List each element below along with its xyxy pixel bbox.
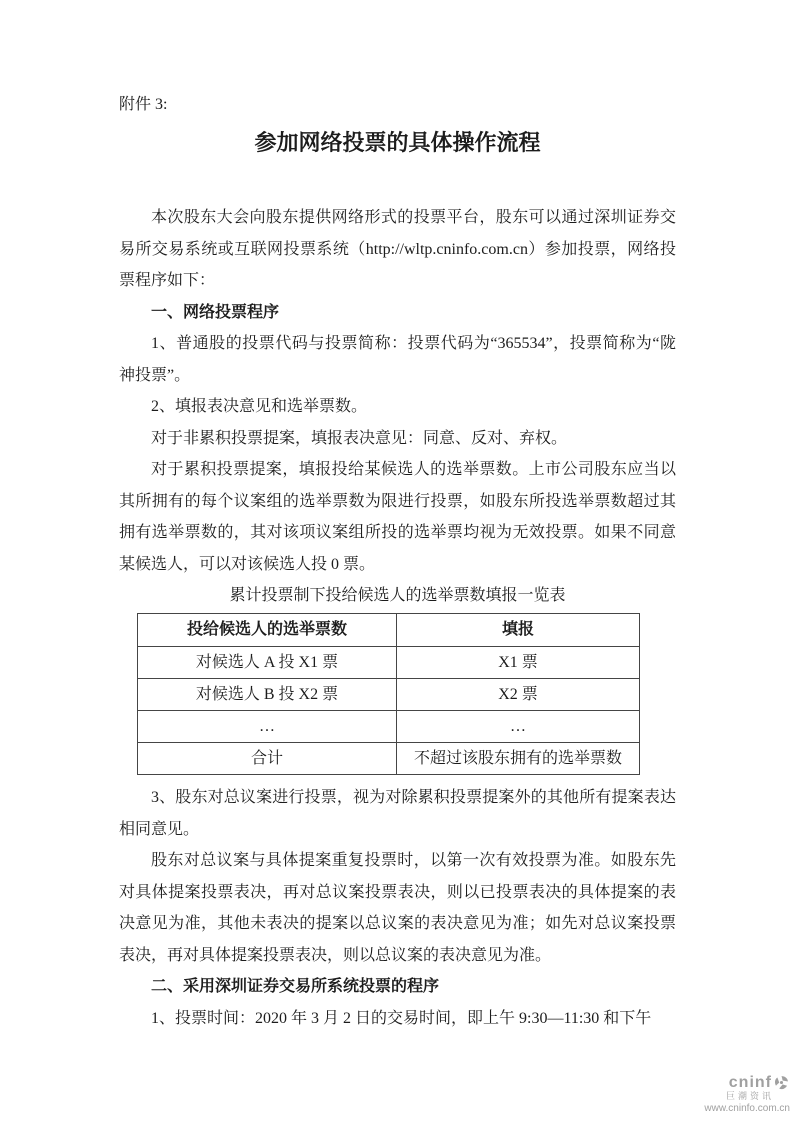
- cninfo-pinwheel-icon: [773, 1074, 790, 1091]
- table-cell: …: [138, 711, 397, 743]
- table-caption: 累计投票制下投给候选人的选举票数填报一览表: [229, 587, 566, 604]
- paragraph-vote-code: 1、普通股的投票代码与投票简称：投票代码为“365534”，投票简称为“陇神投票”。: [119, 335, 676, 384]
- cninfo-logo: [670, 1074, 790, 1114]
- section2-heading: 二、采用深圳证券交易所系统投票的程序: [151, 978, 440, 995]
- paragraph-general-proposal: 3、股东对总议案进行投票，视为对除累积投票提案外的其他所有提案表达相同意见。: [119, 789, 676, 838]
- table-cell: X2 票: [397, 679, 640, 711]
- table-header-row: [138, 614, 640, 647]
- table-cell: X1 票: [397, 647, 640, 679]
- table-cell: 对候选人 A 投 X1 票: [138, 647, 397, 679]
- cninfo-logo-chinese: 巨潮资讯: [725, 1091, 774, 1102]
- page-title: 参加网络投票的具体操作流程: [254, 130, 541, 155]
- paragraph-fill-opinion: 2、填报表决意见和选举票数。: [151, 398, 368, 415]
- table-cell: 不超过该股东拥有的选举票数: [397, 743, 640, 775]
- cninfo-logo-text: cninf: [728, 1073, 772, 1091]
- table-row: [138, 743, 640, 775]
- table-row: [138, 647, 640, 679]
- paragraph-non-cumulative: 对于非累积投票提案，填报表决意见：同意、反对、弃权。: [151, 429, 568, 447]
- cninfo-logo-top: [670, 1074, 790, 1092]
- cninfo-logo-url: www.cninfo.com.cn: [704, 1103, 790, 1114]
- table-row: [138, 711, 640, 743]
- table-cell: …: [397, 711, 640, 743]
- table-cell: 合计: [138, 743, 397, 775]
- table-header-fill: 填报: [397, 614, 640, 647]
- table-row: [138, 679, 640, 711]
- table-header-votes: 投给候选人的选举票数: [138, 614, 397, 647]
- paragraph-duplicate-vote: 股东对总议案与具体提案重复投票时，以第一次有效投票为准。如股东先对具体提案投票表决，再对总议案投票表决，则以已投票表决的具体提案的表决意见为准，其他未表决的提案以总议案的表决意见为准；如先对总议案投票表决，再对具体提案投票表决，则以总议案的表决意见为准。: [119, 852, 676, 964]
- paragraph-vote-time: 1、投票时间：2020 年 3 月 2 日的交易时间，即上午 9:30—11:30 和下午: [151, 1009, 652, 1027]
- votes-table: [137, 613, 640, 775]
- intro-paragraph: 本次股东大会向股东提供网络形式的投票平台，股东可以通过深圳证券交易所交易系统或互联网投票系统（http://wltp.cninfo.com.cn）参加投票，网络投票程序如下：: [119, 209, 676, 289]
- section1-heading: 一、网络投票程序: [151, 303, 280, 321]
- table-cell: 对候选人 B 投 X2 票: [138, 679, 397, 711]
- attachment-label: 附件 3:: [119, 96, 168, 113]
- paragraph-cumulative: 对于累积投票提案，填报投给某候选人的选举票数。上市公司股东应当以其所拥有的每个议案组的选举票数为限进行投票，如股东所投选举票数超过其拥有选举票数的，其对该项议案组所投的选举票均视为无效投票。如果不同意某候选人，可以对该候选人投 0 票。: [119, 461, 676, 573]
